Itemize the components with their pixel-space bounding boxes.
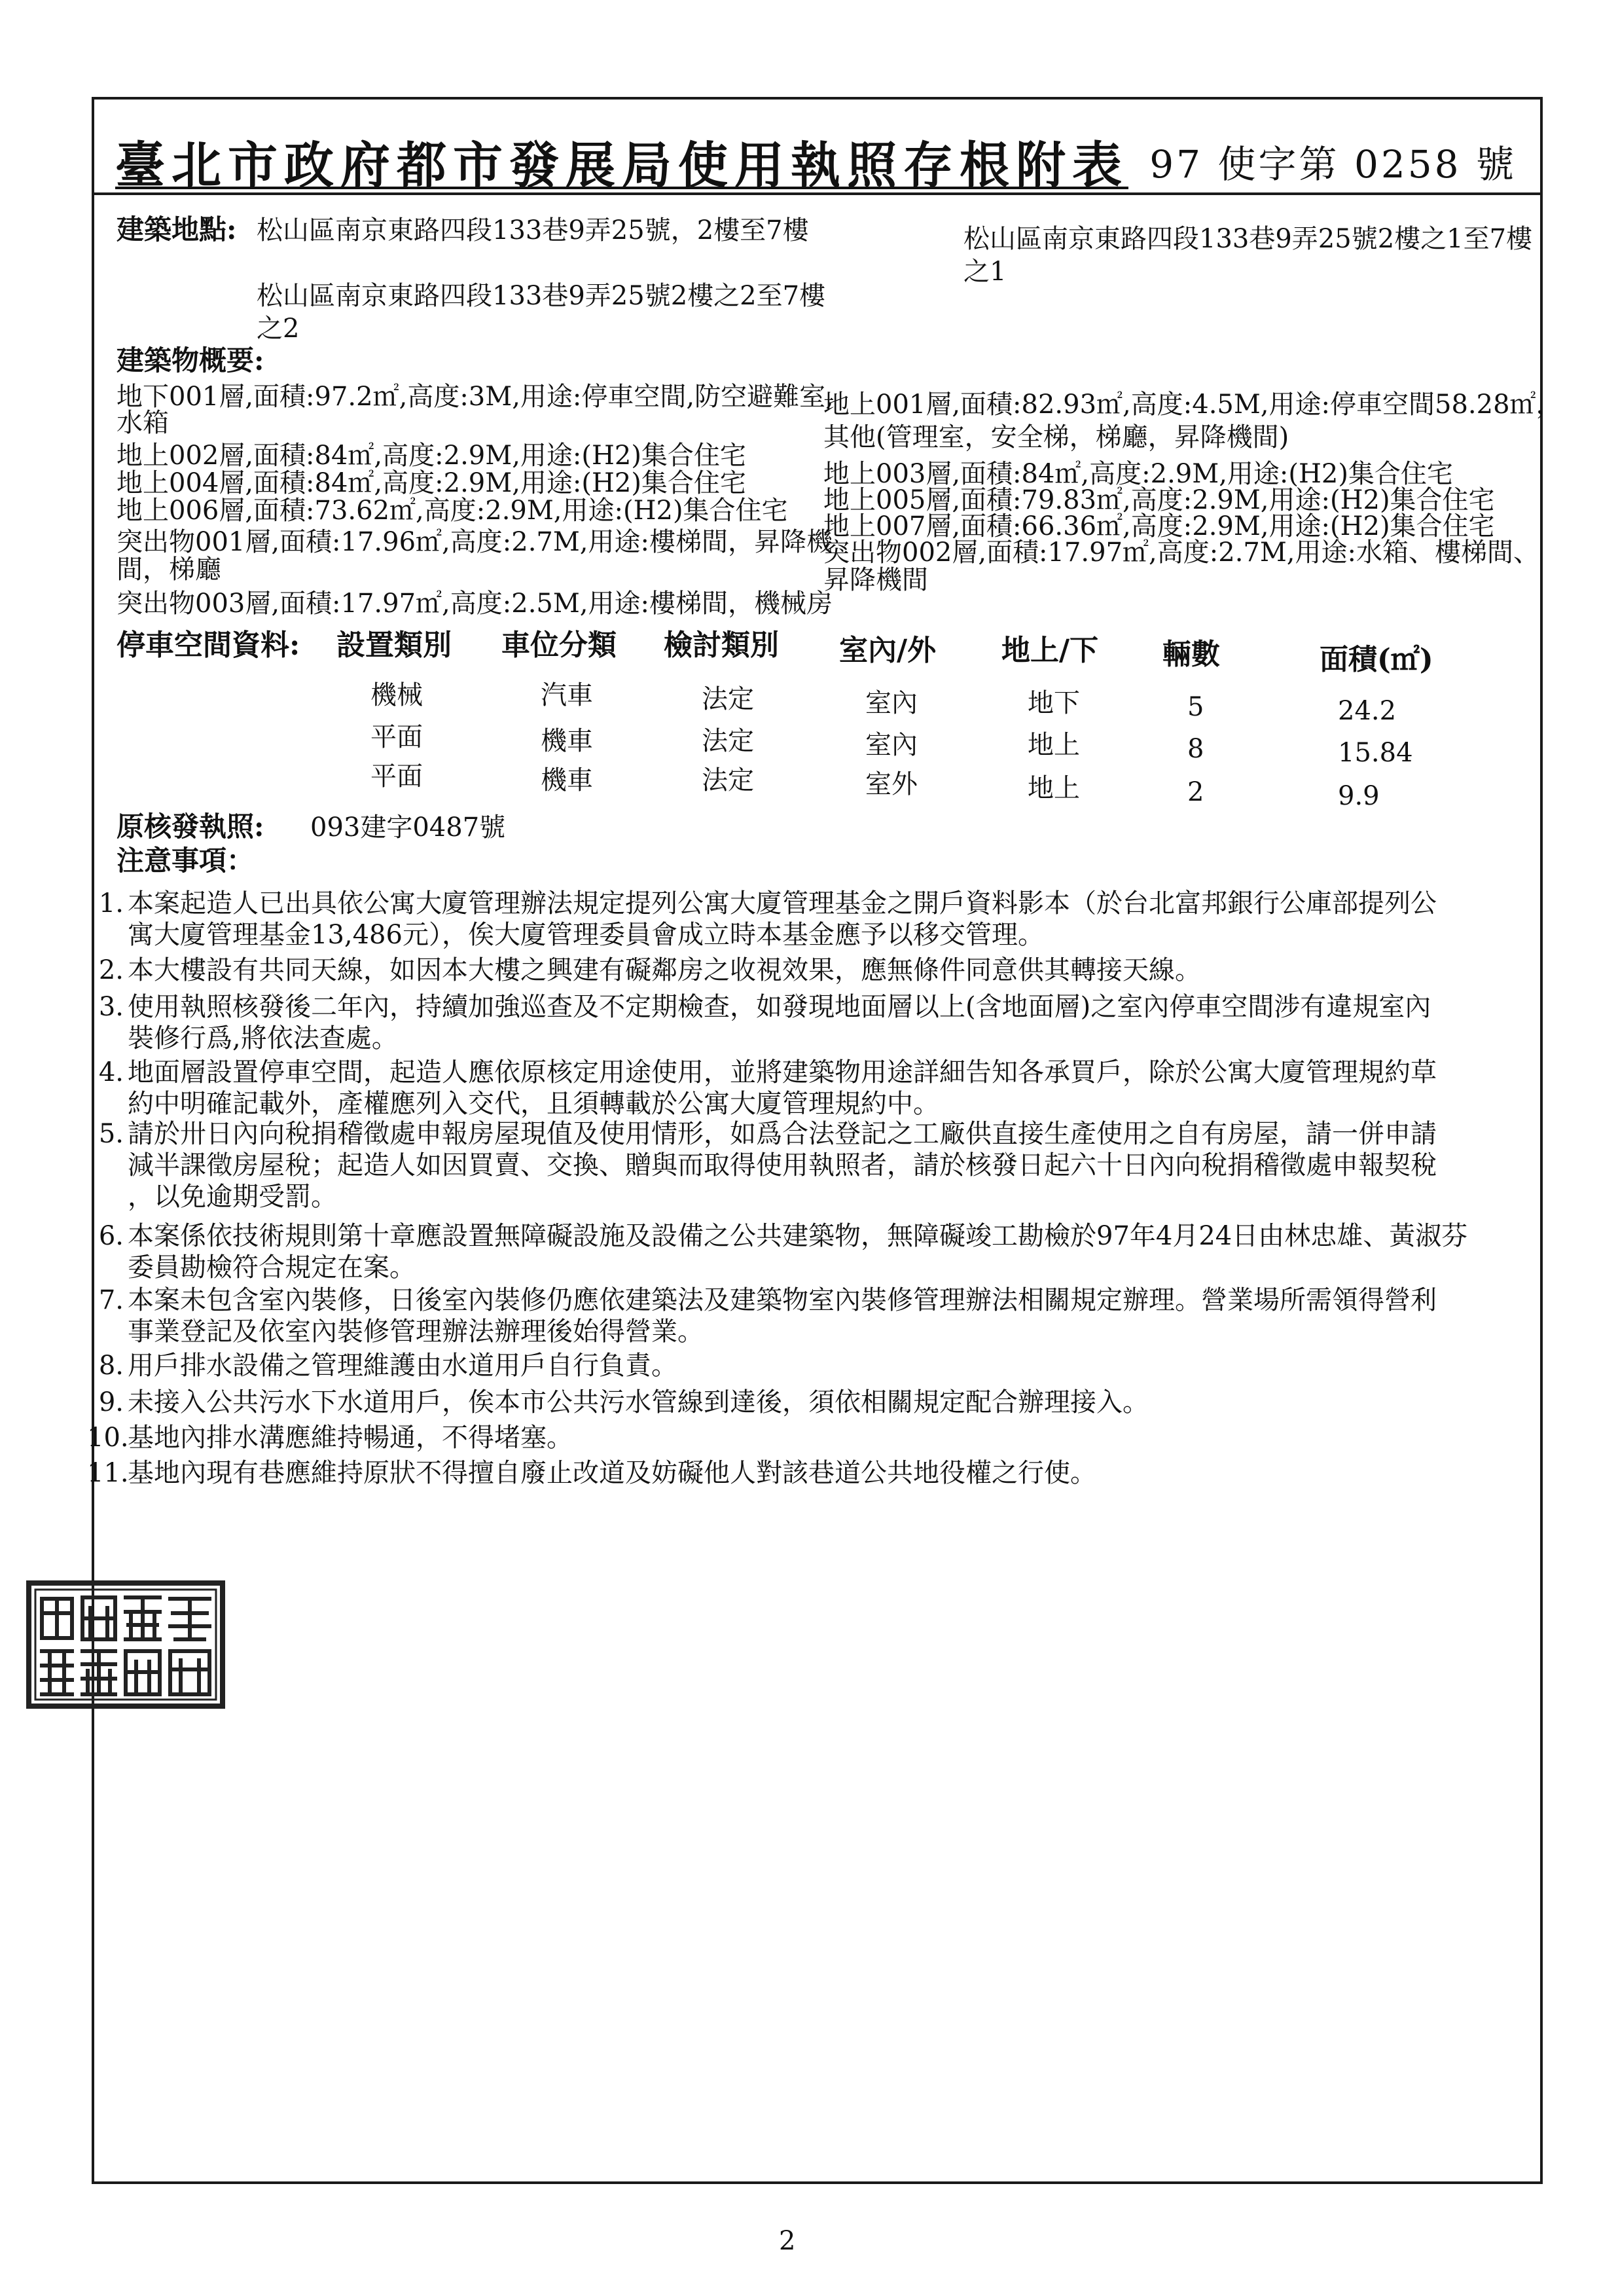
parking-cell: 地上 [1028, 773, 1080, 803]
note-line: 使用執照核發後二年內，持續加強巡查及不定期檢查，如發現地面層以上(含地面層)之室內停車空間涉有違規室內 [128, 992, 1431, 1022]
parking-cell: 機械 [370, 680, 423, 710]
original-permit-value: 093建字0487號 [310, 812, 506, 843]
note-number: 3. [98, 992, 124, 1022]
address-line: 之1 [963, 257, 1007, 287]
document-title: 臺北市政府都市發展局使用執照存根附表 [115, 136, 1128, 194]
parking-header: 面積(㎡) [1320, 643, 1433, 676]
note-number: 1. [98, 888, 124, 919]
official-seal-stamp [25, 1579, 226, 1710]
parking-cell: 平面 [370, 761, 423, 792]
parking-header: 車位分類 [501, 629, 617, 662]
overview-right-line: 其他(管理室，安全梯，梯廳，昇降機間) [823, 422, 1289, 452]
overview-right-line: 突出物002層,面積:17.97㎡,高度:2.7M,用途:水箱、樓梯間、 [823, 538, 1540, 568]
note-item [87, 1457, 1522, 1489]
parking-cell: 法定 [702, 726, 754, 756]
note-line: 事業登記及依室內裝修管理辦法辦理後始得營業。 [128, 1317, 704, 1347]
note-line: 本案係依技術規則第十章應設置無障礙設施及設備之公共建築物，無障礙竣工勘檢於97年4月24日由林忠雄、黃淑芬 [128, 1221, 1468, 1251]
parking-label: 停車空間資料: [117, 629, 300, 662]
parking-cell: 法定 [702, 684, 754, 714]
parking-cell: 汽車 [541, 680, 593, 710]
parking-cell: 平面 [370, 722, 423, 752]
address-line: 松山區南京東路四段133巷9弄25號2樓之2至7樓 [257, 281, 826, 311]
title-bar [92, 97, 1543, 195]
note-item [87, 1422, 1522, 1453]
overview-right-line: 地上003層,面積:84㎡,高度:2.9M,用途:(H2)集合住宅 [823, 459, 1453, 489]
note-line: 本案起造人已出具依公寓大廈管理辦法規定提列公寓大廈管理基金之開戶資料影本（於台北富邦銀行公庫部提列公 [128, 888, 1437, 919]
overview-label: 建築物概要: [117, 344, 264, 376]
overview-left-line: 地上002層,面積:84㎡,高度:2.9M,用途:(H2)集合住宅 [117, 441, 746, 471]
note-number: 10. [87, 1423, 129, 1453]
note-number: 5. [98, 1119, 124, 1149]
overview-right-line: 地上001層,面積:82.93㎡,高度:4.5M,用途:停車空間58.28㎡， [823, 390, 1562, 420]
address-line: 之2 [257, 314, 300, 344]
note-number: 8. [98, 1351, 124, 1381]
parking-cell: 地下 [1028, 688, 1080, 718]
note-line: 基地內排水溝應維持暢通，不得堵塞。 [128, 1423, 573, 1453]
parking-header: 地上/下 [1001, 634, 1099, 667]
note-number: 9. [98, 1387, 124, 1417]
overview-right-line: 昇降機間 [823, 565, 928, 595]
note-line: 裝修行爲,將依法查處。 [128, 1023, 398, 1053]
parking-cell: 8 [1187, 734, 1204, 764]
overview-left-line: 突出物003層,面積:17.97㎡,高度:2.5M,用途:樓梯間，機械房 [117, 589, 833, 619]
note-line: 減半課徵房屋稅；起造人如因買賣、交換、贈與而取得使用執照者，請於核發日起六十日內向稅捐稽徵處申報契稅 [128, 1150, 1437, 1180]
note-line: 委員勘檢符合規定在案。 [128, 1252, 416, 1283]
overview-left-line: 地上006層,面積:73.62㎡,高度:2.9M,用途:(H2)集合住宅 [117, 496, 788, 526]
note-line: 約中明確記載外，產權應列入交代，且須轉載於公寓大廈管理規約中。 [128, 1089, 939, 1119]
overview-right-line: 地上007層,面積:66.36㎡,高度:2.9M,用途:(H2)集合住宅 [823, 511, 1495, 541]
note-item [98, 991, 1522, 1054]
note-item [98, 1350, 1522, 1381]
note-line: 基地內現有巷應維持原狀不得擅自廢止改道及妨礙他人對該巷道公共地役權之行使。 [128, 1458, 1096, 1488]
parking-cell: 9.9 [1338, 781, 1380, 811]
parking-header: 輛數 [1162, 638, 1220, 671]
parking-cell: 地上 [1028, 730, 1080, 760]
note-line: 用戶排水設備之管理維護由水道用戶自行負責。 [128, 1351, 677, 1381]
address-label: 建築地點: [117, 213, 237, 246]
parking-cell: 室外 [865, 769, 918, 799]
parking-cell: 15.84 [1338, 738, 1413, 768]
page-number: 2 [779, 2226, 796, 2256]
note-line: 本大樓設有共同天線，如因本大樓之興建有礙鄰房之收視效果，應無條件同意供其轉接天線。 [128, 955, 1201, 985]
note-item [98, 888, 1522, 951]
note-line: ，以免逾期受罰。 [128, 1182, 337, 1212]
parking-cell: 5 [1187, 692, 1204, 722]
note-item [98, 1057, 1522, 1120]
note-line: 請於卅日內向稅捐稽徵處申報房屋現值及使用情形，如爲合法登記之工廠供直接生產使用之自有房屋，請一併申請 [128, 1119, 1437, 1149]
note-number: 6. [98, 1221, 124, 1251]
parking-cell: 法定 [702, 765, 754, 795]
overview-left-line: 突出物001層,面積:17.96㎡,高度:2.7M,用途:樓梯間，昇降機 [117, 527, 833, 557]
note-line: 地面層設置停車空間，起造人應依原核定用途使用，並將建築物用途詳細告知各承買戶，除於公寓大廈管理規約草 [128, 1057, 1437, 1087]
parking-header: 檢討類別 [664, 629, 779, 662]
note-item [98, 1118, 1522, 1212]
note-line: 本案未包含室內裝修，日後室內裝修仍應依建築法及建築物室內裝修管理辦法相關規定辦理。營業場所需領得營利 [128, 1285, 1437, 1315]
parking-header: 設置類別 [336, 629, 452, 662]
note-item [98, 1285, 1522, 1347]
parking-cell: 室內 [865, 688, 918, 718]
note-item [98, 955, 1522, 986]
overview-left-line: 水箱 [117, 408, 169, 438]
notes-label: 注意事項： [117, 845, 255, 877]
overview-left-line: 間，梯廳 [117, 555, 221, 585]
note-line: 寓大廈管理基金13,486元），俟大廈管理委員會成立時本基金應予以移交管理。 [128, 920, 1044, 950]
note-item [98, 1387, 1522, 1418]
parking-cell: 機車 [541, 765, 593, 795]
original-permit-label: 原核發執照: [117, 811, 264, 843]
note-item [98, 1220, 1522, 1283]
parking-cell: 室內 [865, 730, 918, 760]
parking-cell: 2 [1187, 777, 1204, 807]
address-line: 松山區南京東路四段133巷9弄25號，2樓至7樓 [257, 215, 809, 246]
note-number: 4. [98, 1057, 124, 1087]
address-line: 松山區南京東路四段133巷9弄25號2樓之1至7樓 [963, 224, 1533, 254]
overview-left-line: 地上004層,面積:84㎡,高度:2.9M,用途:(H2)集合住宅 [117, 468, 746, 498]
note-line: 未接入公共污水下水道用戶，俟本市公共污水管線到達後，須依相關規定配合辦理接入。 [128, 1387, 1149, 1417]
permit-number: 97 使字第 0258 號 [1149, 142, 1517, 187]
note-number: 11. [87, 1458, 129, 1488]
parking-cell: 機車 [541, 726, 593, 756]
parking-header: 室內/外 [839, 634, 937, 667]
overview-left-line: 地下001層,面積:97.2㎡,高度:3M,用途:停車空間,防空避難室, [117, 382, 834, 412]
note-number: 2. [98, 955, 124, 985]
note-number: 7. [98, 1285, 124, 1315]
overview-right-line: 地上005層,面積:79.83㎡,高度:2.9M,用途:(H2)集合住宅 [823, 485, 1495, 515]
parking-cell: 24.2 [1338, 696, 1397, 726]
